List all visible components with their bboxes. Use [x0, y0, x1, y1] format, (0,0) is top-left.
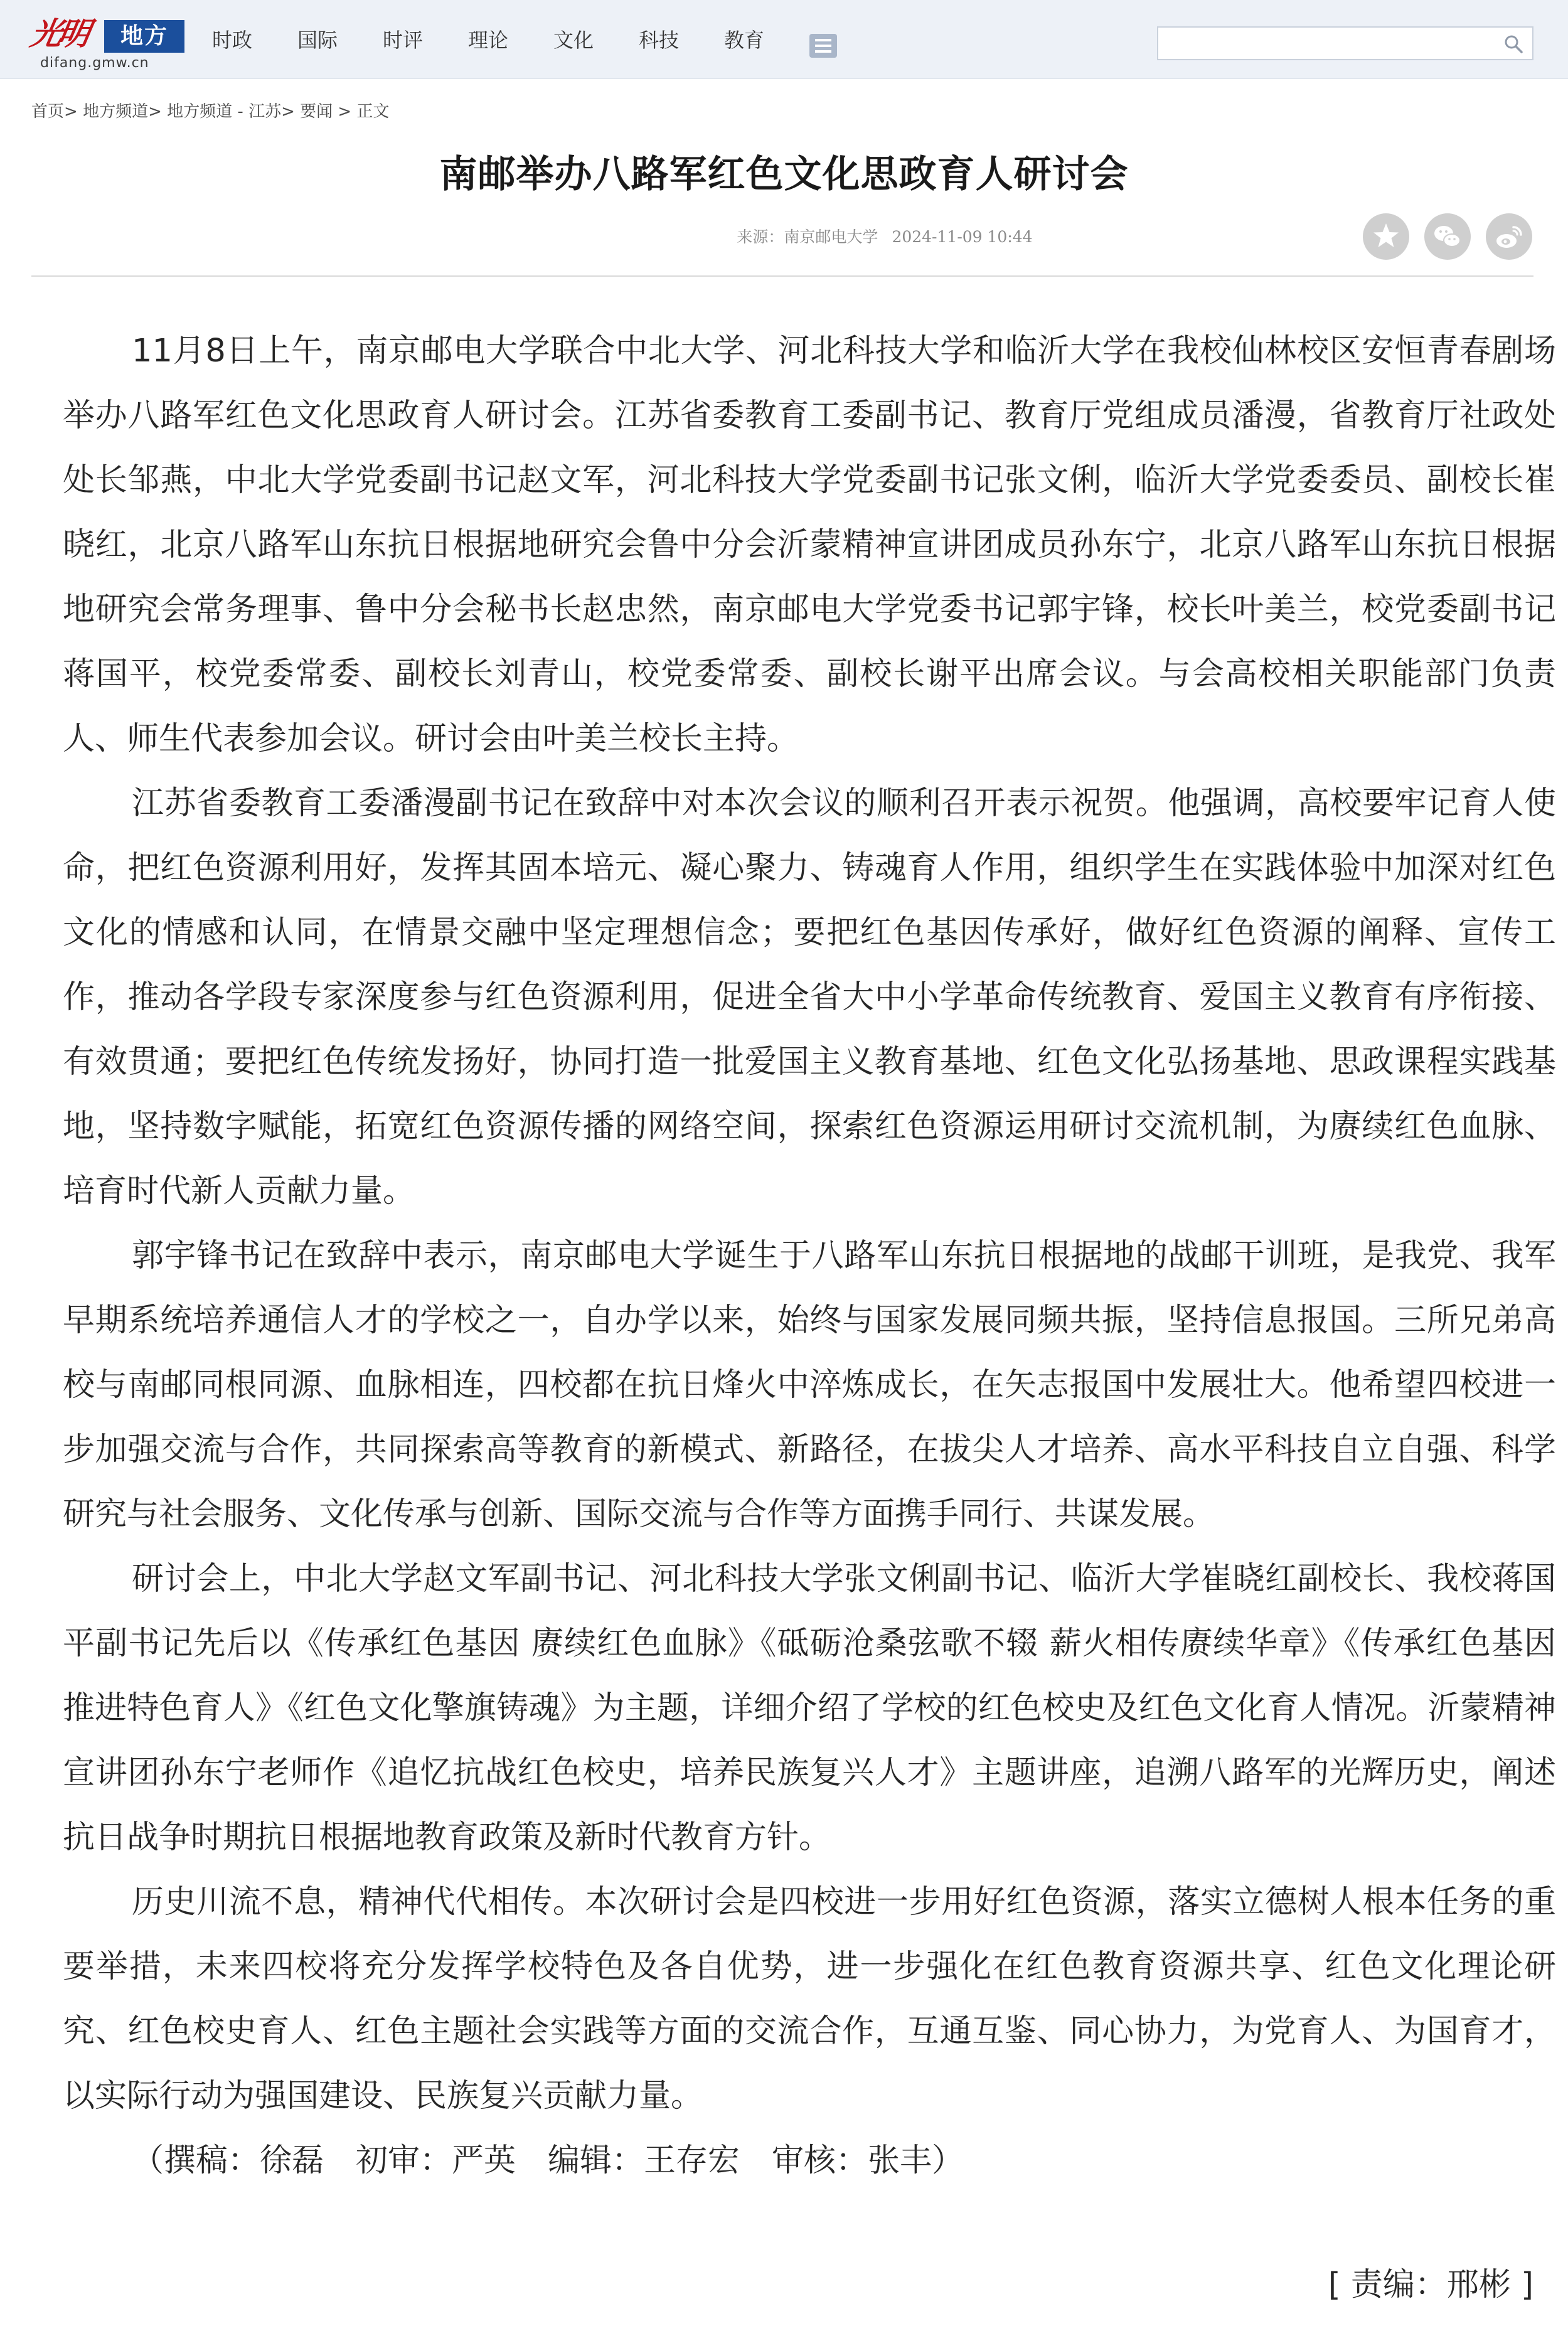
nav-item-culture[interactable]: 文化	[553, 28, 594, 52]
article-meta	[0, 225, 1568, 247]
breadcrumb-home[interactable]: 首页	[31, 102, 65, 121]
header-divider	[31, 275, 1533, 277]
breadcrumb	[31, 99, 390, 122]
article-body	[63, 319, 1556, 2193]
article-source: 来源：南京邮电大学	[737, 228, 878, 246]
nav-item-education[interactable]: 教育	[724, 28, 765, 52]
star-icon	[1363, 213, 1409, 260]
site-logo[interactable]	[28, 6, 168, 71]
share-favorite-button[interactable]	[1363, 213, 1409, 260]
article-paragraph: 11月8日上午，南京邮电大学联合中北大学、河北科技大学和临沂大学在我校仙林校区安恒青春剧场举办八路军红色文化思政育人研讨会。江苏省委教育工委副书记、教育厅党组成员潘漫，省教育厅社政处处长邹燕，中北大学党委副书记赵文军，河北科技大学党委副书记张文俐，临沂大学党委委员、副校长崔晓红，北京八路军山东抗日根据地研究会鲁中分会沂蒙精神宣讲团成员孙东宁，北京八路军山东抗日根据地研究会常务理事、鲁中分会秘书长赵忠然，南京邮电大学党委书记郭宇锋，校长叶美兰，校党委副书记蒋国平，校党委常委、副校长刘青山，校党委常委、副校长谢平出席会议。与会高校相关职能部门负责人、师生代表参加会议。研讨会由叶美兰校长主持。	[63, 333, 1556, 757]
breadcrumb-jiangsu[interactable]: 地方频道 - 江苏	[167, 102, 282, 121]
search-box	[1157, 26, 1533, 60]
share-weibo-button[interactable]	[1486, 213, 1532, 260]
article-credits: （撰稿：徐磊 初审：严英 编辑：王存宏 审核：张丰）	[132, 2142, 964, 2179]
breadcrumb-local-channel[interactable]: 地方频道	[83, 102, 149, 121]
nav-item-theory[interactable]: 理论	[468, 28, 509, 52]
article-paragraph: 江苏省委教育工委潘漫副书记在致辞中对本次会议的顺利召开表示祝贺。他强调，高校要牢记育人使命，把红色资源利用好，发挥其固本培元、凝心聚力、铸魂育人作用，组织学生在实践体验中加深对红色文化的情感和认同，在情景交融中坚定理想信念；要把红色基因传承好，做好红色资源的阐释、宣传工作，推动各学段专家深度参与红色资源利用，促进全省大中小学革命传统教育、爱国主义教育有序衔接、有效贯通；要把红色传统发扬好，协同打造一批爱国主义教育基地、红色文化弘扬基地、思政课程实践基地，坚持数字赋能，拓宽红色资源传播的网络空间，探索红色资源运用研讨交流机制，为赓续红色血脉、培育时代新人贡献力量。	[63, 785, 1556, 1210]
article-title: 南邮举办八路军红色文化思政育人研讨会	[439, 152, 1129, 196]
search-icon[interactable]	[1503, 34, 1523, 54]
breadcrumb-news[interactable]: 要闻	[300, 102, 333, 121]
nav-item-politics[interactable]: 时政	[212, 28, 253, 52]
nav-item-technology[interactable]: 科技	[639, 28, 680, 52]
breadcrumb-separator: >	[148, 102, 168, 121]
breadcrumb-separator: >	[281, 102, 301, 121]
article-paragraph: 郭宇锋书记在致辞中表示，南京邮电大学诞生于八路军山东抗日根据地的战邮干训班，是我党、我军早期系统培养通信人才的学校之一，自办学以来，始终与国家发展同频共振，坚持信息报国。三所兄弟高校与南邮同根同源、血脉相连，四校都在抗日烽火中淬炼成长，在矢志报国中发展壮大。他希望四校进一步加强交流与合作，共同探索高等教育的新模式、新路径，在拔尖人才培养、高水平科技自立自强、科学研究与社会服务、文化传承与创新、国际交流与合作等方面携手同行、共谋发展。	[63, 1237, 1556, 1533]
nav-item-international[interactable]: 国际	[297, 28, 338, 52]
article-date: 2024-11-09 10:44	[892, 228, 1033, 246]
logo-badge: 地方	[104, 20, 184, 53]
main-nav	[212, 0, 809, 78]
search-input[interactable]	[1165, 31, 1493, 56]
share-wechat-button[interactable]	[1424, 213, 1471, 260]
article-paragraph: 历史川流不息，精神代代相传。本次研讨会是四校进一步用好红色资源，落实立德树人根本任务的重要举措，未来四校将充分发挥学校特色及各自优势，进一步强化在红色教育资源共享、红色文化理论研究、红色校史育人、红色主题社会实践等方面的交流合作，互通互鉴、同心协力，为党育人、为国育才，以实际行动为强国建设、民族复兴贡献力量。	[63, 1884, 1556, 2115]
breadcrumb-separator: >	[64, 102, 83, 121]
menu-icon[interactable]	[809, 34, 837, 58]
logo-script-text: 光明	[28, 15, 90, 52]
breadcrumb-current: 正文	[356, 102, 390, 121]
responsible-editor: [ 责编：邢彬 ]	[1328, 2266, 1533, 2303]
weibo-icon	[1486, 213, 1532, 260]
nav-item-commentary[interactable]: 时评	[383, 28, 424, 52]
article-paragraph: 研讨会上，中北大学赵文军副书记、河北科技大学张文俐副书记、临沂大学崔晓红副校长、我校蒋国平副书记先后以《传承红色基因 赓续红色血脉》《砥砺沧桑弦歌不辍 薪火相传赓续华章》《传承红色基因 推进特色育人》《红色文化擎旗铸魂》为主题，详细介绍了学校的红色校史及红色文化育人情况。沂蒙精神宣讲团孙东宁老师作《追忆抗战红色校史，培养民族复兴人才》主题讲座，追溯八路军的光辉历史，阐述抗日战争时期抗日根据地教育政策及新时代教育方针。	[63, 1560, 1556, 1856]
breadcrumb-separator: >	[333, 102, 357, 121]
logo-domain: difang.gmw.cn	[40, 55, 149, 71]
top-navigation-bar	[0, 0, 1568, 79]
wechat-icon	[1424, 213, 1471, 260]
